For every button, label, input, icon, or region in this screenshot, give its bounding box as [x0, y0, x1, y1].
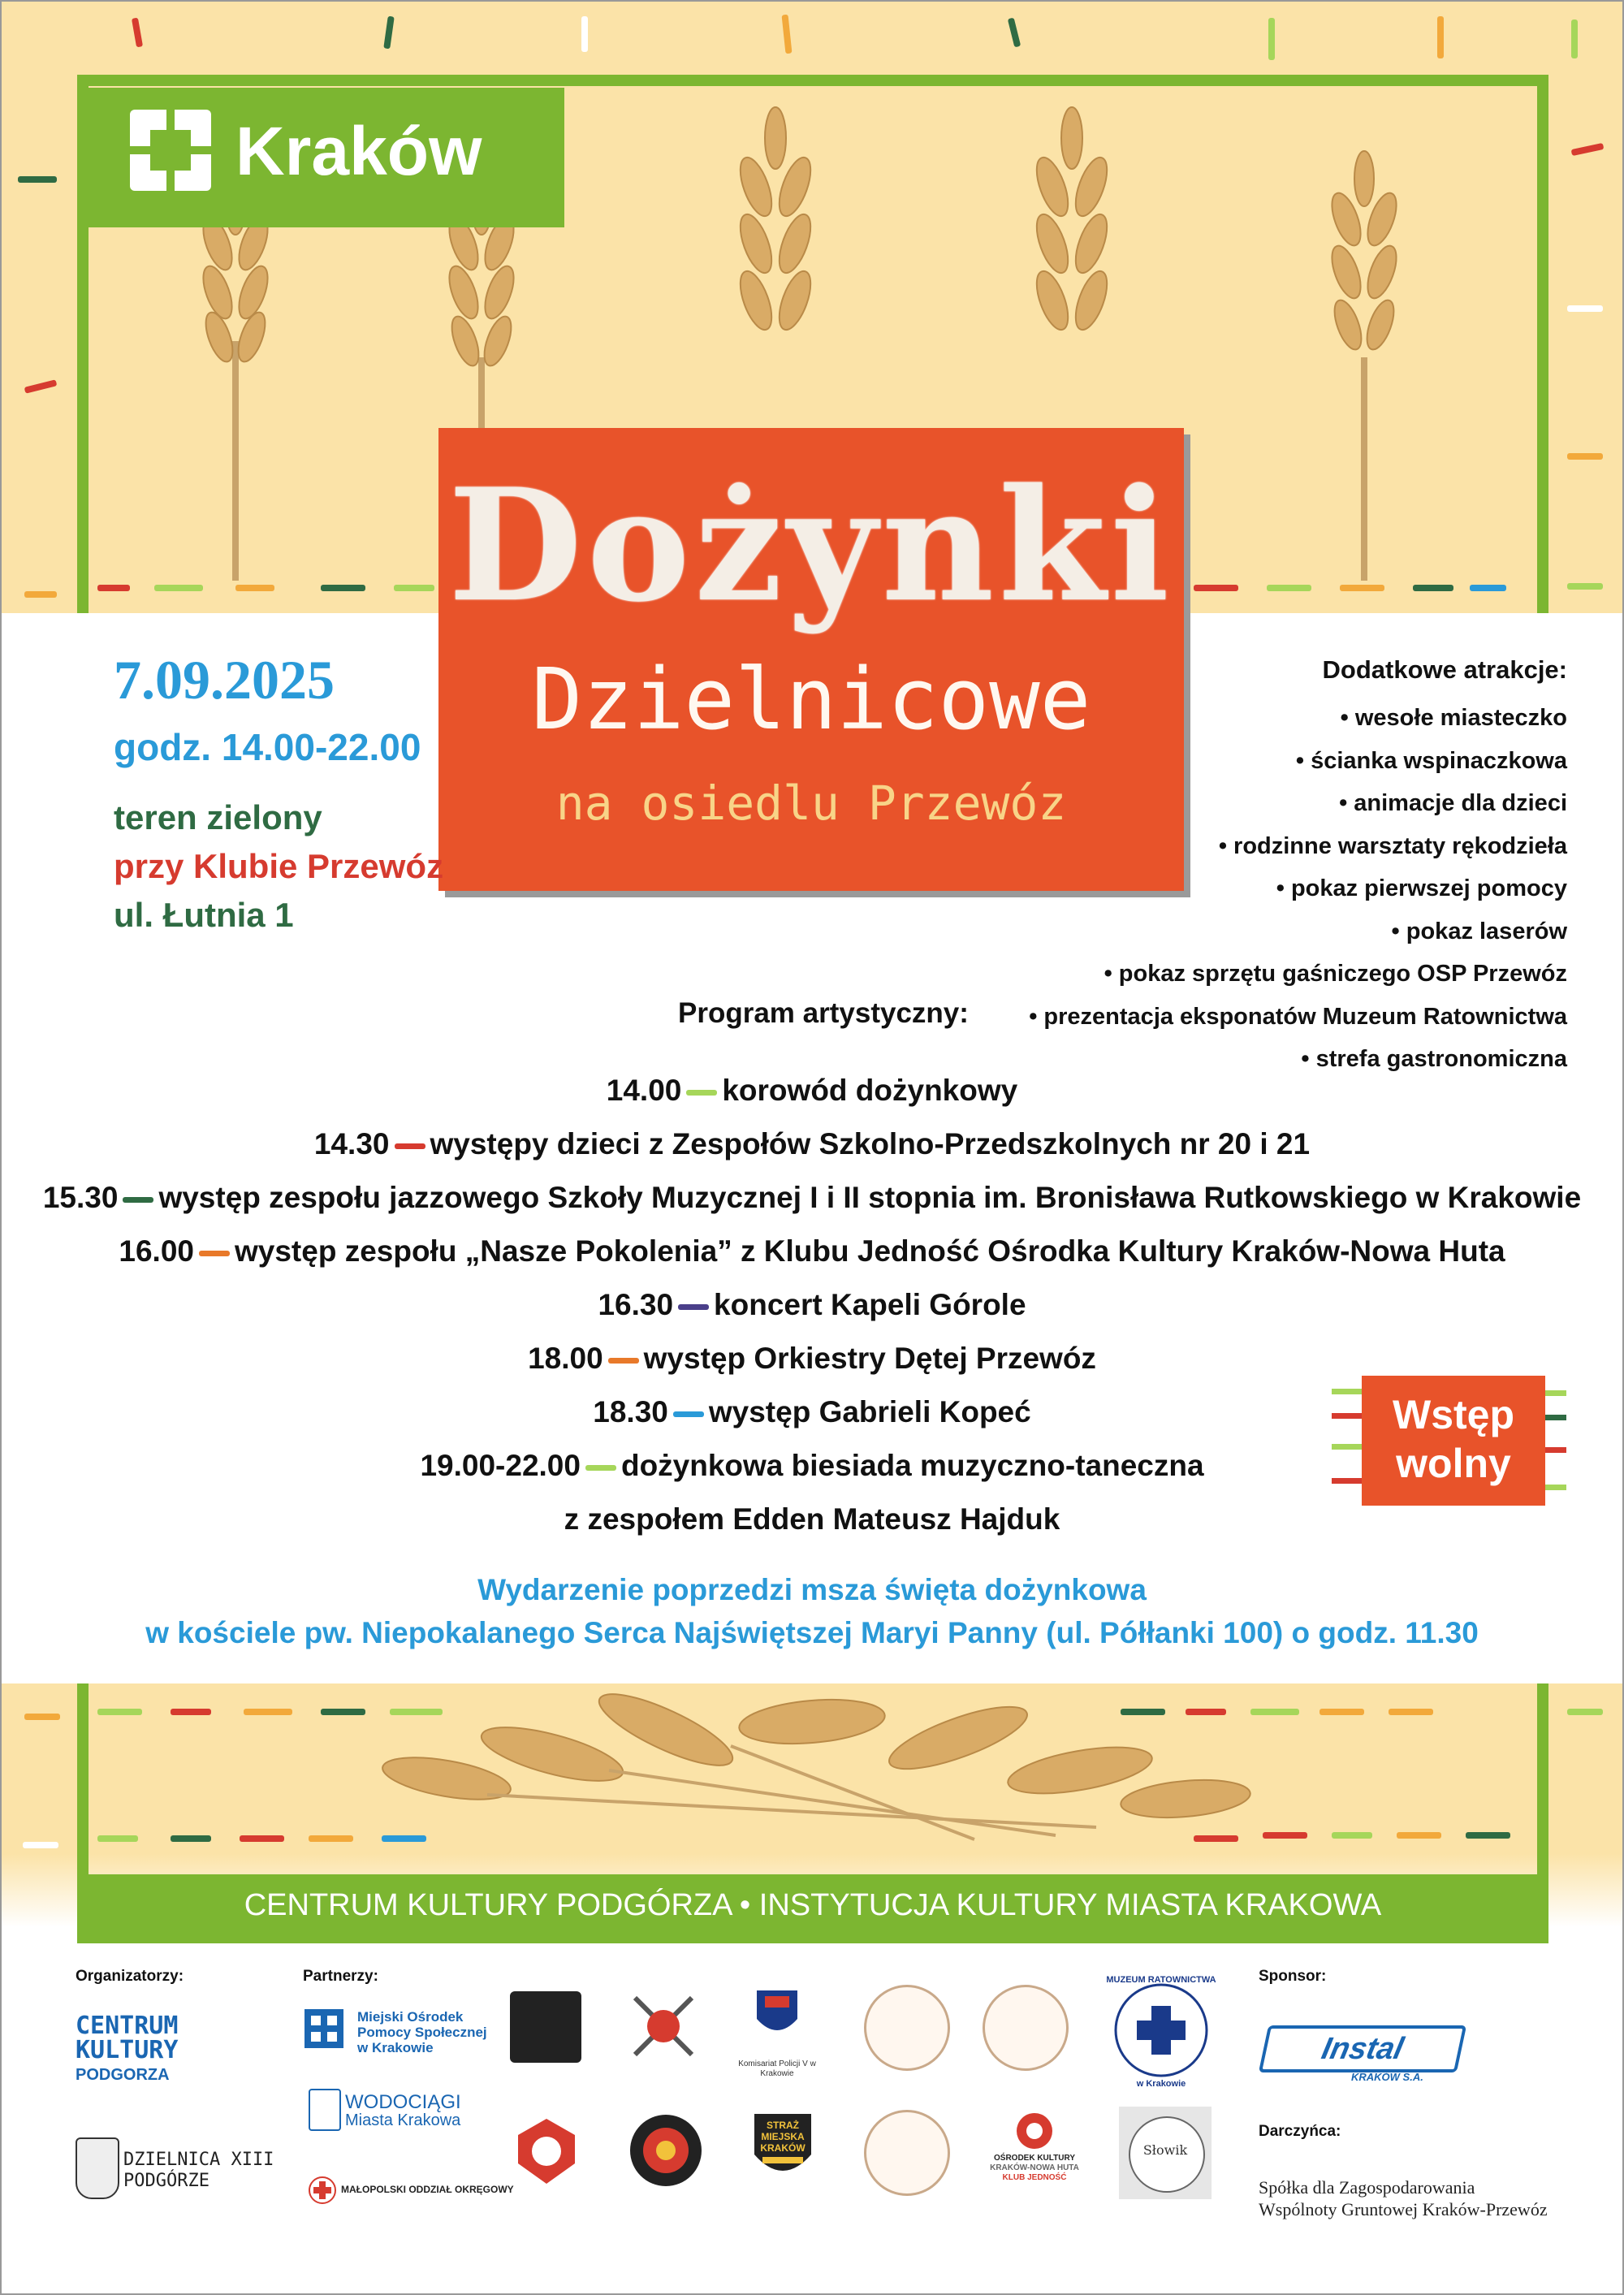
cultural-center-line-1: OŚRODEK KULTURY [994, 2154, 1075, 2163]
event-hours: godz. 14.00-22.00 [114, 726, 421, 768]
fire-axes-logo [627, 1990, 700, 2063]
fire-service-emblem [627, 2111, 705, 2189]
program-row [0, 1181, 1624, 1215]
event-subtitle-location: na osiedlu Przewóz [555, 776, 1067, 831]
rescue-museum-subtext: w Krakowie [1136, 2079, 1186, 2089]
program-text: korowód dożynkowy [722, 1074, 1018, 1107]
program-row [0, 1127, 1624, 1161]
wodociagi-line-1: WODOCIĄGI [345, 2091, 461, 2113]
program-dash [686, 1090, 717, 1096]
attraction-item: • rodzinne warsztaty rękodzieła [1218, 832, 1567, 859]
school-logo-1 [864, 1985, 950, 2071]
program-dash [678, 1304, 709, 1310]
program-dash [123, 1197, 153, 1203]
instal-logo-text: Instal [1318, 2032, 1407, 2066]
mass-note-line-1: Wydarzenie poprzedzi msza święta dożynkowa [477, 1573, 1147, 1606]
program-text: występ Gabrieli Kopeć [708, 1395, 1031, 1428]
program-time: 14.00 [606, 1074, 682, 1107]
program-dash [199, 1251, 230, 1256]
ck-logo-line-1: CENTRUM [76, 2012, 179, 2040]
program-text: dożynkowa biesiada muzyczno-taneczna [620, 1449, 1204, 1482]
dzielnica-crest-icon [76, 2137, 119, 2199]
program-dash [585, 1465, 616, 1471]
sponsor-label: Sponsor: [1259, 1968, 1327, 1985]
program-text: występ Orkiestry Dętej Przewóz [643, 1342, 1096, 1375]
attraction-item: • wesołe miasteczko [1340, 705, 1567, 731]
wodociagi-line-2: Miasta Krakowa [345, 2111, 461, 2129]
program-time: 18.30 [593, 1395, 668, 1428]
mops-line-3: w Krakowie [357, 2040, 434, 2055]
event-date: 7.09.2025 [114, 649, 335, 711]
program-title: Program artystyczny: [678, 997, 969, 1029]
program-dash [608, 1358, 639, 1364]
slowik-logo-text: Słowik [1142, 2142, 1188, 2158]
attraction-item: • ścianka wspinaczkowa [1295, 747, 1567, 774]
attraction-item: • strefa gastronomiczna [1301, 1046, 1567, 1072]
attraction-item: • pokaz pierwszej pomocy [1276, 875, 1567, 901]
city-guard-line-3: KRAKÓW [760, 2142, 806, 2154]
dzielnica-logo-text [123, 2150, 274, 2192]
police-logo-subtext: Komisariat Policji V w Krakowie [738, 2059, 816, 2078]
location-line-1: teren zielony [114, 798, 322, 836]
krakow-logo-text: Kraków [235, 113, 482, 189]
program-time: 19.00-22.00 [420, 1449, 581, 1482]
cultural-center-text [978, 2154, 1091, 2183]
attraction-item: • animacje dla dzieci [1339, 790, 1567, 816]
free-entry-line-2: wolny [1396, 1441, 1511, 1486]
attraction-item: • prezentacja eksponatów Muzeum Ratownictwa [1029, 1003, 1567, 1030]
program-text: występ zespołu „Nasze Pokolenia” z Klubu Jedność Ośrodka Kultury Kraków-Nowa Huta [234, 1234, 1505, 1268]
attraction-item: • pokaz laserów [1391, 918, 1567, 944]
ck-logo-line-3: PODGORZA [76, 2066, 170, 2084]
instal-logo-subtext: KRAKÓW S.A. [1351, 2071, 1423, 2083]
mops-line-1: Miejski Ośrodek [357, 2009, 464, 2025]
footer-bar-text: CENTRUM KULTURY PODGÓRZA • INSTYTUCJA KULTURY MIASTA KRAKOWA [244, 1888, 1382, 1922]
ck-logo-line-2: KULTURY [76, 2036, 179, 2064]
location-line-2: przy Klubie Przewóz [114, 847, 444, 885]
program-text: występ zespołu jazzowego Szkoły Muzycznej I i II stopnia im. Bronisława Rutkowskiego w Krakowie [158, 1181, 1582, 1214]
city-guard-line-1: STRAŻ [767, 2120, 799, 2131]
program-time: 18.00 [528, 1342, 603, 1375]
program-dash [395, 1143, 425, 1149]
program-time: 14.30 [313, 1127, 390, 1160]
program-row [0, 1074, 1624, 1108]
program-row [0, 1288, 1624, 1322]
attractions-title: Dodatkowe atrakcje: [1322, 655, 1567, 684]
program-text: koncert Kapeli Górole [714, 1288, 1026, 1321]
free-entry-line-1: Wstęp [1393, 1392, 1514, 1437]
donor-label: Darczyńca: [1259, 2123, 1341, 2140]
dzielnica-line-1: DZIELNICA XIII [123, 2150, 274, 2170]
attraction-item: • pokaz sprzętu gaśniczego OSP Przewóz [1104, 961, 1567, 987]
cultural-center-icon [1015, 2111, 1054, 2150]
donor-line-1: Spółka dla Zagospodarowania [1259, 2177, 1475, 2198]
program-row [0, 1342, 1624, 1376]
preschool-logo [864, 2110, 950, 2196]
red-cross-icon [309, 2176, 336, 2204]
donor-text [1259, 2176, 1548, 2220]
pck-text: MAŁOPOLSKI ODDZIAŁ OKRĘGOWY [341, 2184, 514, 2195]
program-time: 15.30 [42, 1181, 119, 1214]
wodociagi-logo-icon [309, 2089, 341, 2131]
city-guard-text [750, 2120, 815, 2154]
mops-line-2: Pomocy Społecznej [357, 2025, 487, 2040]
osp-logo [510, 2115, 583, 2188]
dzielnica-line-2: PODGÓRZE [123, 2171, 209, 2191]
wheat-bundle-illustration [244, 1657, 1380, 1860]
school-logo-2 [983, 1985, 1069, 2071]
mass-note-line-2: w kościele pw. Niepokalanego Serca Najświętszej Maryi Panny (ul. Półłanki 100) o godz. 11.30 [145, 1616, 1479, 1649]
program-row [0, 1234, 1624, 1269]
rescue-museum-logo [1112, 1982, 1210, 2079]
donor-line-2: Wspólnoty Gruntowej Kraków-Przewóz [1259, 2199, 1548, 2219]
mops-logo-text [357, 2009, 487, 2055]
wodociagi-logo-text [345, 2091, 461, 2129]
partners-label: Partnerzy: [303, 1968, 378, 1985]
krakow-logo-icon [130, 110, 211, 191]
police-logo-text: POLICJA [754, 2030, 801, 2042]
location-line-3: ul. Łutnia 1 [114, 896, 294, 934]
ck-podgorza-logo [76, 2014, 178, 2087]
cultural-center-line-3: KLUB JEDNOŚĆ [1002, 2173, 1067, 2182]
city-guard-line-2: MIEJSKA [761, 2131, 805, 2142]
program-time: 16.00 [119, 1234, 194, 1268]
program-time: 16.30 [598, 1288, 674, 1321]
event-subtitle: Dzielnicowe [531, 650, 1091, 749]
event-title: Dożynki [448, 455, 1174, 636]
cultural-center-line-2: KRAKÓW-NOWA HUTA [990, 2163, 1079, 2172]
organizers-label: Organizatorzy: [76, 1968, 184, 1985]
mops-logo-icon [304, 2009, 343, 2048]
rescue-museum-text: MUZEUM RATOWNICTWA [1106, 1975, 1216, 1985]
program-dash [673, 1411, 704, 1417]
instal-logo [1259, 2025, 1466, 2072]
slowik-logo [1119, 2107, 1212, 2199]
program-text: występy dzieci z Zespołów Szkolno-Przedszkolnych nr 20 i 21 [430, 1127, 1311, 1160]
attractions-list [1029, 697, 1567, 1081]
fire-brigade-logo [510, 1991, 581, 2063]
free-entry-badge [1362, 1376, 1545, 1506]
program-row-continuation: z zespołem Edden Mateusz Hajduk [564, 1502, 1060, 1536]
